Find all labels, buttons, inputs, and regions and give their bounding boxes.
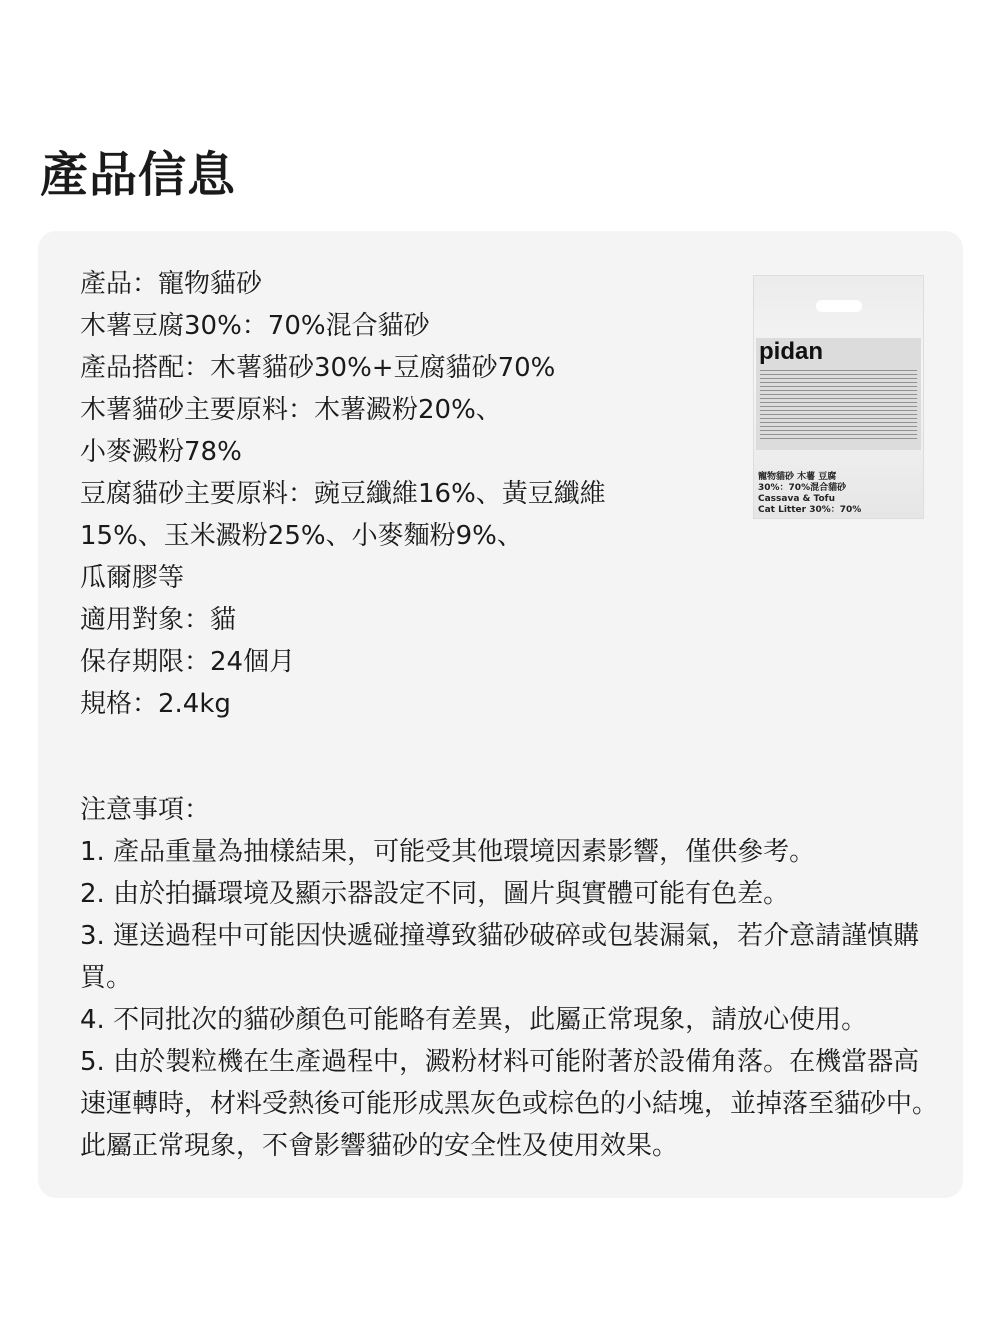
fine-print [760,370,917,440]
bag-handle [816,300,862,312]
note-item: 4. 不同批次的貓砂顏色可能略有差異，此屬正常現象，請放心使用。 [80,1005,868,1035]
spec-line: 木薯貓砂主要原料：木薯澱粉20%、 [80,395,502,425]
notes-section [80,789,940,1167]
package-line: 30%：70%混合貓砂 [758,483,847,493]
notes-heading: 注意事項： [80,795,211,825]
spec-line: 15%、玉米澱粉25%、小麥麵粉9%、 [80,521,523,551]
note-item: 2. 由於拍攝環境及顯示器設定不同，圖片與實體可能有色差。 [80,879,790,909]
spec-line: 保存期限：24個月 [80,647,296,677]
spec-line: 小麥澱粉78% [80,437,242,467]
package-label [756,338,921,450]
note-item: 3. 運送過程中可能因快遞碰撞導致貓砂破碎或包裝漏氣，若介意請謹慎購買。 [80,921,920,993]
product-image [753,275,924,519]
page-title: 產品信息 [40,147,237,203]
package-line: Cassava & Tofu [758,494,835,504]
spec-line: 產品搭配：木薯貓砂30%+豆腐貓砂70% [80,353,556,383]
note-item: 1. 產品重量為抽樣結果，可能受其他環境因素影響，僅供參考。 [80,837,816,867]
spec-line: 適用對象：貓 [80,605,237,635]
spec-list [80,263,700,725]
package-line: 寵物貓砂 木薯 豆腐 [758,472,837,482]
spec-line: 豆腐貓砂主要原料：豌豆纖維16%、黃豆纖維 [80,479,606,509]
product-info-card [38,231,963,1198]
spec-line: 產品：寵物貓砂 [80,269,263,299]
spec-line: 瓜爾膠等 [80,563,185,593]
spec-line: 木薯豆腐30%：70%混合貓砂 [80,311,430,341]
package-text [758,472,861,516]
spec-line: 規格：2.4kg [80,689,231,719]
package-line: Cat Litter 30%：70% [758,505,862,515]
note-item: 5. 由於製粒機在生產過程中，澱粉材料可能附著於設備角落。在機當器高速運轉時，材料受熱後可能形成黑灰色或棕色的小結塊，並掉落至貓砂中。此屬正常現象，不會影響貓砂的安全性及使用效果。 [80,1047,939,1161]
brand-logo: pidan [759,338,823,365]
